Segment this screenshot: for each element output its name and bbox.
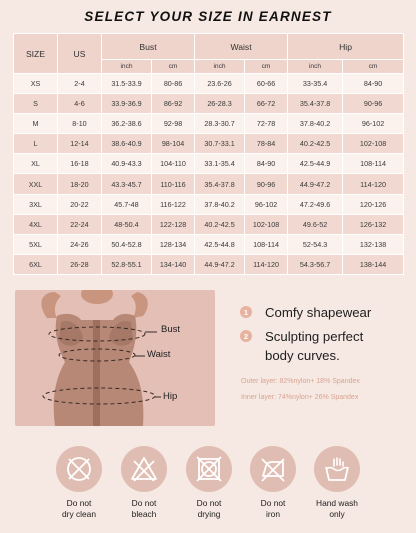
- table-cell: 35.4-37.8: [288, 94, 343, 114]
- table-cell: 102-108: [245, 214, 288, 234]
- bust-column-header: Bust: [102, 34, 195, 60]
- waist-label: Waist: [147, 349, 171, 360]
- table-cell: 28.3-30.7: [195, 114, 245, 134]
- table-row: [14, 114, 404, 134]
- table-cell: 6XL: [14, 254, 58, 274]
- table-cell: 96-102: [343, 114, 404, 134]
- no-bleach-icon: [128, 453, 160, 485]
- table-cell: 4XL: [14, 214, 58, 234]
- care-label: Do not bleach: [131, 498, 157, 519]
- table-row: [14, 194, 404, 214]
- table-cell: 60-66: [245, 74, 288, 94]
- care-item-drying: [186, 446, 232, 520]
- table-cell: S: [14, 94, 58, 114]
- table-cell: L: [14, 134, 58, 154]
- care-item-bleach: [121, 446, 167, 520]
- table-cell: 80-86: [152, 74, 195, 94]
- table-cell: 114-120: [343, 174, 404, 194]
- table-cell: M: [14, 114, 58, 134]
- unit-header: cm: [152, 60, 195, 74]
- table-cell: 138-144: [343, 254, 404, 274]
- care-label: Hand wash only: [316, 498, 358, 519]
- table-cell: 84-90: [245, 154, 288, 174]
- unit-header: inch: [288, 60, 343, 74]
- table-cell: 18-20: [58, 174, 102, 194]
- table-cell: 43.3-45.7: [102, 174, 152, 194]
- feature-number-badge: 1: [240, 306, 252, 318]
- table-cell: 33-35.4: [288, 74, 343, 94]
- table-cell: 30.7-33.1: [195, 134, 245, 154]
- table-cell: 26-28.3: [195, 94, 245, 114]
- table-cell: 116-122: [152, 194, 195, 214]
- bust-label: Bust: [161, 324, 181, 335]
- table-cell: 4-6: [58, 94, 102, 114]
- table-cell: 84-90: [343, 74, 404, 94]
- table-cell: 20-22: [58, 194, 102, 214]
- hip-label: Hip: [163, 391, 178, 402]
- table-row: [14, 134, 404, 154]
- outer-layer-text: Outer layer: 82%nylon+ 18% Spandex: [241, 378, 360, 385]
- care-label: Do not iron: [260, 498, 286, 519]
- table-cell: 78-84: [245, 134, 288, 154]
- feature-number-badge: 2: [240, 330, 252, 342]
- care-label: Do not dry clean: [62, 498, 96, 519]
- hand-wash-icon: [321, 453, 353, 485]
- size-chart-table: [13, 33, 404, 275]
- table-cell: 5XL: [14, 234, 58, 254]
- table-cell: 108-114: [343, 154, 404, 174]
- care-item-iron: [250, 446, 296, 520]
- table-row: [14, 254, 404, 274]
- hip-column-header: Hip: [288, 34, 404, 60]
- table-cell: 22-24: [58, 214, 102, 234]
- product-photo: [15, 290, 215, 426]
- table-cell: 31.5-33.9: [102, 74, 152, 94]
- care-item-dry-clean: [56, 446, 102, 520]
- size-column-header: SIZE: [14, 34, 58, 74]
- table-cell: 96-102: [245, 194, 288, 214]
- table-cell: 120-126: [343, 194, 404, 214]
- table-cell: 114-120: [245, 254, 288, 274]
- table-cell: 23.6-26: [195, 74, 245, 94]
- table-cell: 90-96: [245, 174, 288, 194]
- table-cell: XXL: [14, 174, 58, 194]
- table-cell: 86-92: [152, 94, 195, 114]
- table-cell: 126-132: [343, 214, 404, 234]
- table-cell: 48-50.4: [102, 214, 152, 234]
- table-cell: 54.3-56.7: [288, 254, 343, 274]
- table-cell: 16-18: [58, 154, 102, 174]
- table-cell: 42.5-44.9: [288, 154, 343, 174]
- table-cell: 38.6-40.9: [102, 134, 152, 154]
- table-cell: 40.2-42.5: [195, 214, 245, 234]
- table-cell: 26-28: [58, 254, 102, 274]
- table-cell: 42.5-44.8: [195, 234, 245, 254]
- table-row: [14, 94, 404, 114]
- table-cell: 36.2-38.6: [102, 114, 152, 134]
- model-illustration: [15, 290, 215, 426]
- table-cell: 122-128: [152, 214, 195, 234]
- care-icon-circle: [56, 446, 102, 492]
- table-cell: 24-26: [58, 234, 102, 254]
- unit-header: inch: [195, 60, 245, 74]
- table-row: [14, 74, 404, 94]
- no-tumble-dry-icon: [193, 453, 225, 485]
- table-cell: 90-96: [343, 94, 404, 114]
- table-cell: 108-114: [245, 234, 288, 254]
- unit-header: cm: [245, 60, 288, 74]
- table-cell: 128-134: [152, 234, 195, 254]
- table-cell: 66-72: [245, 94, 288, 114]
- table-header-row: [14, 34, 404, 60]
- care-icon-circle: [121, 446, 167, 492]
- care-icon-circle: [250, 446, 296, 492]
- table-cell: 134-140: [152, 254, 195, 274]
- feature-text: Comfy shapewear: [265, 305, 372, 320]
- table-cell: 47.2-49.6: [288, 194, 343, 214]
- unit-header: cm: [343, 60, 404, 74]
- us-column-header: US: [58, 34, 102, 74]
- table-row: [14, 174, 404, 194]
- waist-column-header: Waist: [195, 34, 288, 60]
- table-cell: 92-98: [152, 114, 195, 134]
- care-icon-circle: [314, 446, 360, 492]
- table-cell: 37.8-40.2: [288, 114, 343, 134]
- care-item-hand-wash: [314, 446, 360, 520]
- feature-item: [240, 327, 395, 365]
- care-label: Do not drying: [196, 498, 222, 519]
- table-row: [14, 154, 404, 174]
- table-cell: 8-10: [58, 114, 102, 134]
- table-cell: 132-138: [343, 234, 404, 254]
- table-cell: 33.9-36.9: [102, 94, 152, 114]
- table-row: [14, 234, 404, 254]
- no-dry-clean-icon: [63, 453, 95, 485]
- table-cell: 98-104: [152, 134, 195, 154]
- table-cell: 72-78: [245, 114, 288, 134]
- table-cell: 44.9-47.2: [288, 174, 343, 194]
- care-icon-circle: [186, 446, 232, 492]
- no-iron-icon: [257, 453, 289, 485]
- table-cell: 52.8-55.1: [102, 254, 152, 274]
- table-cell: 52-54.3: [288, 234, 343, 254]
- table-cell: XS: [14, 74, 58, 94]
- table-cell: 12-14: [58, 134, 102, 154]
- unit-header: inch: [102, 60, 152, 74]
- table-cell: 104-110: [152, 154, 195, 174]
- table-cell: 45.7-48: [102, 194, 152, 214]
- inner-layer-text: Inner layer: 74%nylon+ 26% Spandex: [241, 394, 359, 401]
- table-cell: 40.2-42.5: [288, 134, 343, 154]
- table-cell: 50.4-52.8: [102, 234, 152, 254]
- feature-text: Sculpting perfect body curves.: [265, 329, 364, 363]
- table-cell: 33.1-35.4: [195, 154, 245, 174]
- table-cell: 37.8-40.2: [195, 194, 245, 214]
- table-cell: 110-116: [152, 174, 195, 194]
- table-cell: XL: [14, 154, 58, 174]
- table-cell: 3XL: [14, 194, 58, 214]
- table-cell: 35.4-37.8: [195, 174, 245, 194]
- table-cell: 49.6-52: [288, 214, 343, 234]
- page-title: SELECT YOUR SIZE IN EARNEST: [84, 9, 332, 24]
- table-cell: 102-108: [343, 134, 404, 154]
- table-cell: 40.9-43.3: [102, 154, 152, 174]
- table-row: [14, 214, 404, 234]
- feature-item: [240, 303, 371, 322]
- table-cell: 44.9-47.2: [195, 254, 245, 274]
- table-cell: 2-4: [58, 74, 102, 94]
